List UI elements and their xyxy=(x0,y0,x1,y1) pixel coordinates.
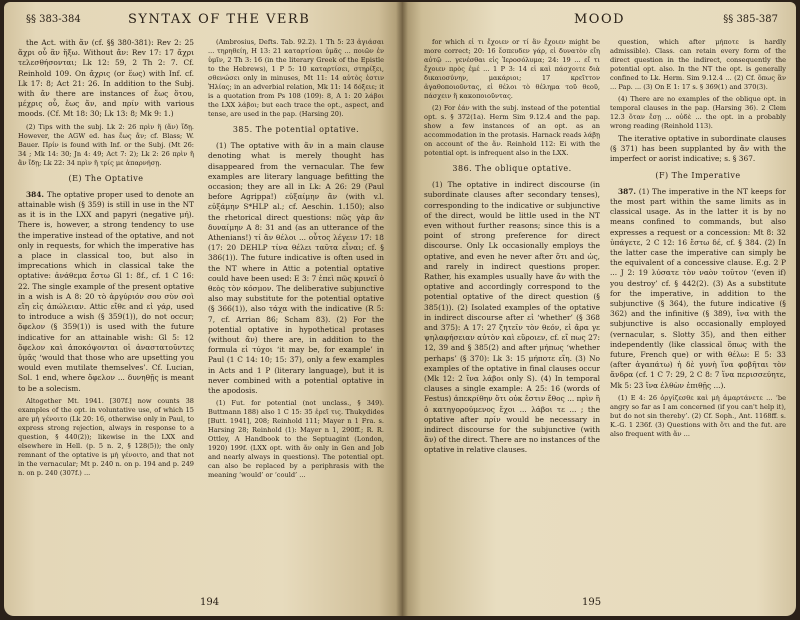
paragraph-number-384: 384. xyxy=(26,189,45,199)
right-running-title: MOOD xyxy=(574,12,626,27)
book-gutter xyxy=(396,2,408,616)
left-column-b xyxy=(208,38,384,598)
right-b-note-3: (1) E 4: 26 ὀργίζεσθε καὶ μὴ ἁμαρτάνετε ... ‘be angry so far as I am concerned (if you can't help it), but do not sin thereby’. (2) Cf. Soph., Ant. 1168ff. s. K.-G. 1 236f. (3) Questions with ὅτι and the fut. are also frequent with ἄν ... xyxy=(610,393,786,438)
paragraph-386-text: (1) The optative in indirect discourse (in subordinate clauses after secondary tenses), corresponding to the indicative or subjunctive of the direct, would be little used in the NT even without further reasons; since this is a point of strong preference for direct discourse. Only Lk occasionally employs the optative, and even he never after ὅτι and ὡς, and rarely in indirect questions proper. Rather, his examples usually have ἄν with the optative and accordingly correspond to the potential optative of the direct question (§ 385(1)). (2) Isolated examples of the optative in indirect discourse after εἰ ‘whether’ (§ 368 and 375): A 17: 27 ζητεῖν τὸν θεόν, εἰ ἄρα γε ψηλαφήσειαν αὐτὸν καὶ εὕροιεν, cf. εἴ πως 27: 12, 39 and § 385(2) and after μήπως ‘whether perhaps’ (§ 370): Lk 3: 15 μήποτε εἴη. (3) No examples of the optative in final clauses occur (Mk 12: 2 ἵνα λάβοι only S). (4) In temporal clauses a single example: A 25: 16 (words of Festus) ἀπεκρίθην ὅτι οὐκ ἔστιν ἔθος ... πρὶν ἢ ὁ κατηγορούμενος ἔχοι ... λάβοι τε ... ; the optative after πρίν would be necessary in indirect discourse for the subjunctive (with ἄν) of the direct. There are no instances of the optative in relative clauses. xyxy=(424,180,600,455)
section-heading-imperative: (F) The Imperative xyxy=(655,170,741,180)
left-a-paragraph-384 xyxy=(18,190,194,394)
right-b-paragraph-387 xyxy=(610,187,786,391)
right-page xyxy=(402,2,796,616)
left-columns xyxy=(18,38,384,598)
right-b-note-1: question, which after μήποτε is hardly admissible). Class. can retain every form of the direct question in the indirect, consequently the potential opt. also. In the NT the opt. is generally confined to Lk. Herm. Sim 9.12.4 ... (2) Cf. ὅπως ἂν ... Pap. ... (3) On E 1: 17 s. § 369(1) and 370(3). xyxy=(610,38,786,91)
left-page xyxy=(4,2,402,616)
right-column-a xyxy=(424,38,600,598)
right-b-iterative-paragraph: The iterative optative in subordinate clauses (§ 371) has been supplanted by ἄν with the imperfect or aorist indicative; s. § 367. xyxy=(610,134,786,164)
left-b-note-1: (Ambrosius, Defts. Tab. 92.2). 1 Th 5: 23 ἁγιάσαι ... τηρηθείη, H 13: 21 καταρτίσαι ὑμᾶς ... ποιῶν ἐν ὑμῖν, 2 Th 3: 16 (in the literary Greek of the Epistle to the Hebrews), 1 P 5: 10 καταρτίσει, στηρίξει, σθενώσει only in minuses, Mt 11: 14 αὐτὸς ἐστιν Ἠλίας; in an adverbial relation, Mk 11: 14 δόξειε; it is a quotation from Ps 108 (109): 8, A 1: 20 λάβοι the LXX λάβοι; but each trace the opt., aspect, and tense, are used in the pap. (Harsing 20). xyxy=(208,38,384,118)
left-section-ref: §§ 383-384 xyxy=(26,14,81,25)
right-a-note-1: for which εἰ τι ἔχοιεν or τί ἂν ἔχοιεν might be more correct; 20: 16 ἔσπευδεν γάρ, εἰ δυνατὸν εἴη αὐτῷ ... γενέσθαι εἰς Ἱεροσόλυμα; 24: 19 ... εἴ τι ἔχοιεν πρὸς ἐμέ ... 1 P 3: 14 εἰ καὶ πάσχοιτε διὰ δικαιοσύνην, μακάριοι; 17 κρεῖττον ἀγαθοποιοῦντας, εἰ θέλοι τὸ θέλημα τοῦ θεοῦ, πάσχειν ἢ κακοποιοῦντας. xyxy=(424,38,600,100)
section-heading-oblique-optative: 386. The oblique optative. xyxy=(452,164,572,173)
right-page-number: 195 xyxy=(582,597,602,608)
left-column-a xyxy=(18,38,194,598)
left-b-note-2: (1) Fut. for potential (not unclass., § 349). Buttmann 188) also 1 C 15: 35 ἐρεῖ τις. Thukydides [Butt. 1941], 208; Reinhold 111; Mayer n 1 Fra. s. Harsing 28; Reinhold (1): Mayer n 1, 290ff.; R. R. Ottley, A Handbook to the Septuagint (London, 1920) 199f. (LXX opt. with ἄν only in Gen and Job and nearly always in questions). The potential opt. can also be replaced by a periphrasis with the meaning ‘would’ or ‘could’ ... xyxy=(208,399,384,480)
right-a-note-2: (2) For ἐάν with the subj. instead of the potential opt. s. § 372(1a). Herm Sim 9.12.4 and the pap. show a few instances of an opt. as an accommodation in the protasis. Harnack reads λάβῃ on account of the ἄν. Reinhold 112: Ei with the potential opt. is infrequent also in the LXX. xyxy=(424,104,600,157)
open-book xyxy=(4,2,796,616)
right-running-head xyxy=(424,12,784,38)
paragraph-387-text: (1) The imperative in the NT keeps for the most part within the same limits as in classical usage. As in the latter it is by no means confined to commands, but also expresses a request or a concession: Mt 8: 32 ὑπάγετε, 2 C 12: 16 ἔστω δέ, cf. § 384. (2) In the latter case the imperative can simply be the equivalent of a concessive clause. E.g. 2 P ... J 2: 19 λύσατε τὸν ναὸν τοῦτον ‘(even if) you destroy’ cf. § 442(2). (3) As a substitute for the imperative, in addition to the subjunctive (§ 364), the future indicative (§ 362) and the infinitive (§ 389), ἵνα with the subjunctive is also occasionally employed (vernacular, s. Slotty 35), and then either independently (like classical ὅπως with the future, French que) or with θέλω: E 5: 33 (after ἀγαπάτω) ἡ δὲ γυνὴ ἵνα φοβῆται τὸν ἄνδρα (cf. 1 C 7: 29, 2 C 8: 7 ἵνα περισσεύητε, Mk 5: 23 ἵνα ἐλθὼν ἐπιθῇς ...). xyxy=(610,186,786,390)
left-a-note-2: Altogether Mt. 1941. [307f.] now counts 38 examples of the opt. in voluntative use, of which 15 are μὴ γένοιτο (Lk 20: 16, otherwise only in Paul, to express strong rejection, always in response to a question, § 440(2)); likewise in the LXX and elsewhere in Hell. (p. 5 n. 2, § 128(5)); the only remnant of the optative is μὴ γένοιτο, and that not in the vernacular; Mt p. 240 n. on p. 194 and p. 249 n. on p. 240 (307f.) ... xyxy=(18,396,194,477)
paragraph-384-text: The optative proper used to denote an attainable wish (§ 359) is still in use in the NT as it is in the LXX and papyri (negative μή). There is, however, a strong tendency to use the imperative instead of the optative, and not only in requests, for which the imperative has a place in classical too, but also in imprecations which in classical take the optative: ἀνάθεμα ἔστω Gl 1: 8f., cf. 1 C 16: 22. The single example of the present optative in a wish is A 8: 20 τὸ ἀργύριόν σου σὺν σοὶ εἴη εἰς ἀπώλειαν. Attic εἴθε and εἰ γάρ, used to introduce a wish (§ 359(1)), do not occur; ὄφελον (§ 359(1)) is used with the future indicative for an attainable wish: Gl 5: 12 ὄφελον καὶ ἀποκόψονται οἱ ἀναστατοῦντες ὑμᾶς ‘would that those who are upsetting you would even mutilate themselves’. Cf. Lucian, Sol. 1 end, where ὄφελον ... δυνηθῇς is meant to be a solecism. xyxy=(18,189,194,393)
paragraph-number-387: 387. xyxy=(618,186,637,196)
section-heading-optative: (E) The Optative xyxy=(68,173,144,183)
paragraph-385-text: (1) The optative with ἄν in a main clause denoting what is merely thought has disappeared from the vernacular. The few examples are literary language befitting the occasion; they are all in Lk: A 26: 29 (Paul before Agrippa!) εὐξαίμην ἂν (with v.l. εὐξάμην S*HLP al.; cf. Aeschin. 1.150); also the rhetorical direct questions: πῶς γὰρ ἂν δυναίμην A 8: 31 and (as an utterance of the Athenians!) τί ἂν θέλοι ... οὗτος λέγειν 17: 18 (17: 20 DEHLP τίνα θέλει ταῦτα εἶναι; cf. § 386(1)). The future indicative is often used in the NT where in Attic a potential optative could have been used: E 3: 7 ἐπεὶ πῶς κρινεῖ ὁ θεὸς τὸν κόσμον. The deliberative subjunctive also may substitute for the potential optative (§ 366(1)), also τάχα with the indicative (R 5: 7, cf. Arrian 86; Scham 83). (2) For the potential optative in hypothetical protases (without ἄν) there are, in addition to the formula εἰ τύχοι ‘it may be, for example’ in Paul (1 C 14: 10; 15: 37), only a few examples in Acts and 1 P (literary language), but it is never combined with a potential optative in the apodosis. xyxy=(208,141,384,396)
left-page-number: 194 xyxy=(200,597,220,608)
right-section-ref: §§ 385-387 xyxy=(723,14,778,25)
left-a-paragraph-1: the Act. with ἄν (cf. §§ 380-381): Rev 2: 25 ἄχρι οὗ ἂν ἥξω. Without ἄν: Rev 17: 17 ἄχρι τελεσθήσονται; Lk 12: 59, 2 Th 2: 7. Cf. Reinhold 109. On ἄχρις (or ἕως) with Inf. cf. Lk 17: 8; Act 21: 26. In addition to the Subj. with ἄν there are instances of ἕως ὅτου, μέχρις οὗ, ἕως ἄν, and πρίν with various moods. (Cf. Mt 18: 30; Lk 13: 8; Mk 9: 1.) xyxy=(18,38,194,119)
left-running-title: SYNTAX OF THE VERB xyxy=(128,12,311,27)
left-a-note: (2) Tips with the subj. Lk 2: 26 πρὶν ἢ (ἄν) ἴδῃ. However, the AGW ed. has ἕως ἄν; cf. Blass; W. Bauer. Πρίν is found with Inf. or the Subj. (Mt 26: 34 ; Mk 14: 30; Jn 4: 49; Act 7: 2); Lk 2: 26 πρὶν ἢ ἂν ἴδῃ; Lk 22: 34 πρὶν ἢ τρίς με ἀπαρνήσῃ. xyxy=(18,122,194,167)
right-column-b xyxy=(610,38,786,598)
left-running-head xyxy=(18,12,384,38)
right-b-note-2: (4) There are no examples of the oblique opt. in temporal clauses in the pap. (Harsing 36). 2 Clem 12.3 ὅταν ἔσῃ ... οὐδὲ ... the opt. in a probably wrong reading (Reinhold 113). xyxy=(610,95,786,130)
right-columns xyxy=(424,38,784,598)
section-heading-potential-optative: 385. The potential optative. xyxy=(232,125,360,134)
